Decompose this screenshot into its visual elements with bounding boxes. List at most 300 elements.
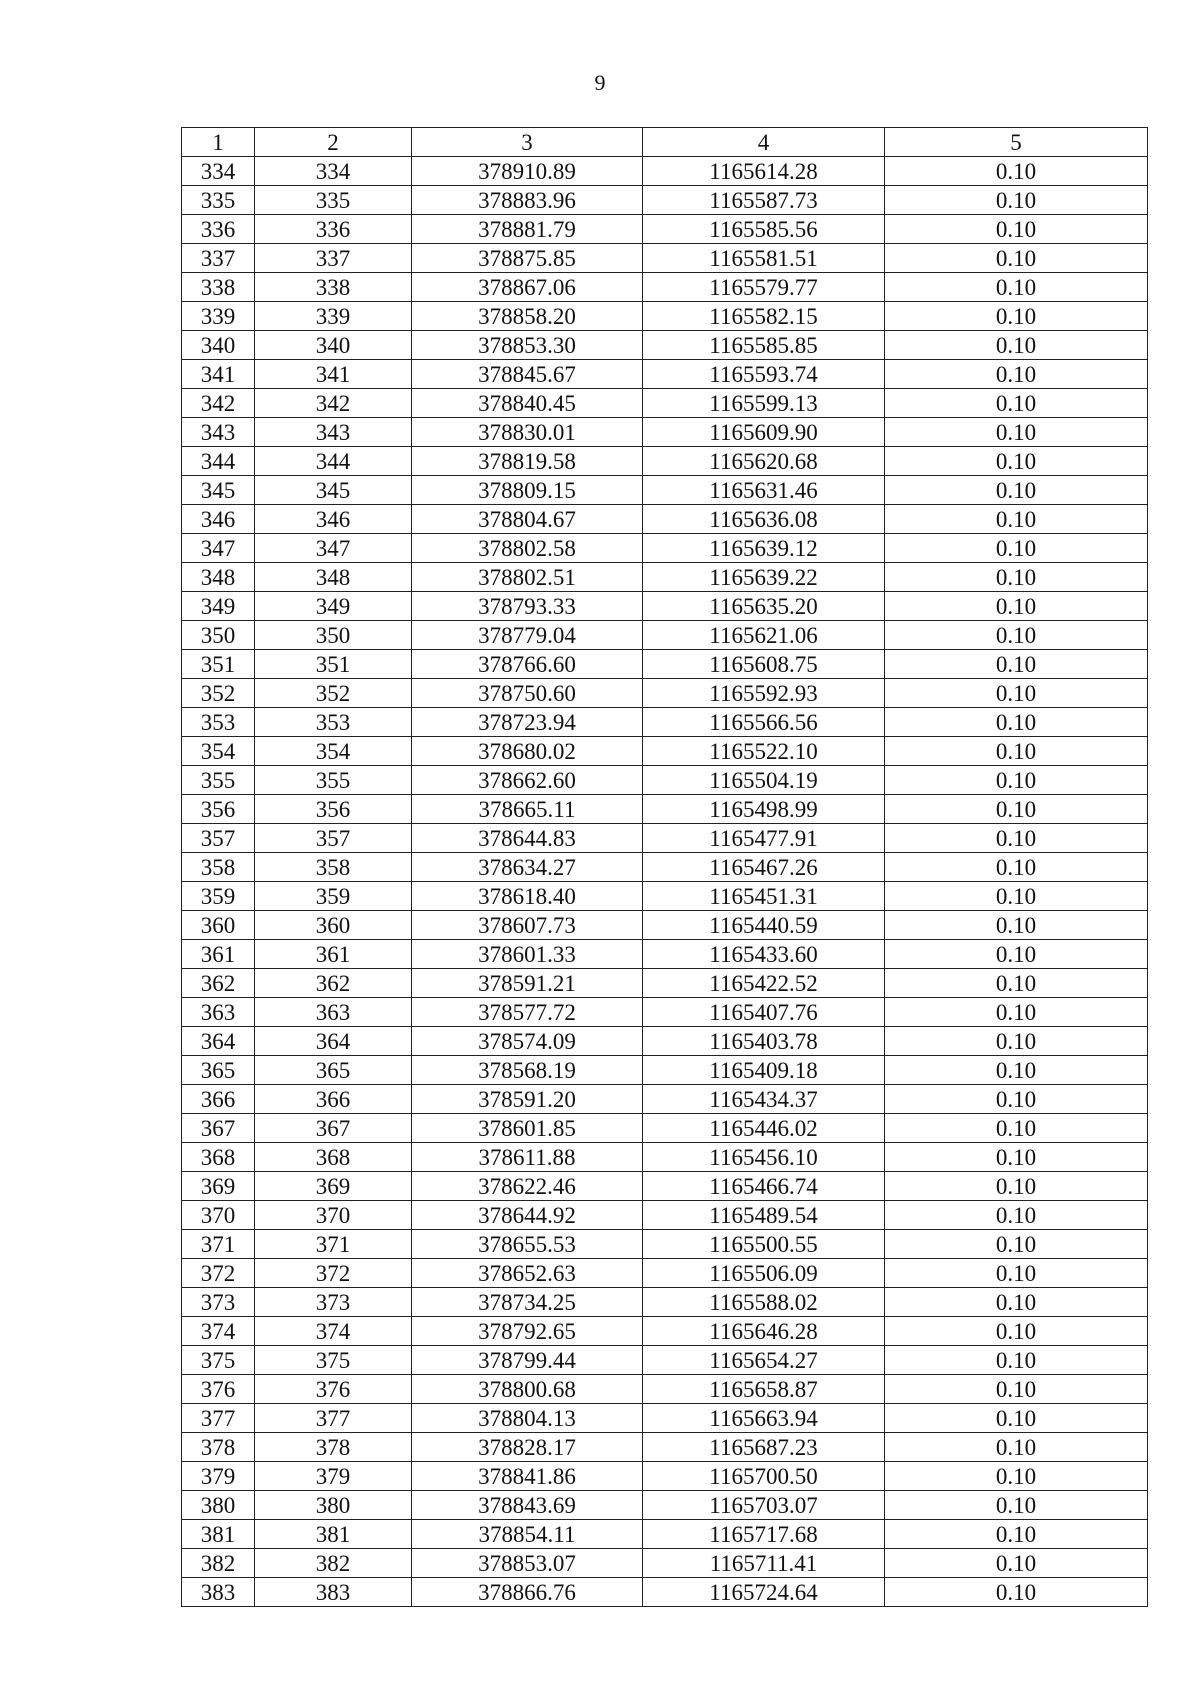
table-cell: 360 — [182, 911, 255, 940]
table-cell: 1165587.73 — [643, 186, 885, 215]
table-cell: 0.10 — [885, 911, 1148, 940]
table-row — [182, 1433, 1148, 1462]
table-cell: 379 — [255, 1462, 412, 1491]
table-row — [182, 447, 1148, 476]
table-cell: 0.10 — [885, 157, 1148, 186]
table-row — [182, 1143, 1148, 1172]
table-row — [182, 389, 1148, 418]
table-cell: 0.10 — [885, 1143, 1148, 1172]
table-cell: 1165467.26 — [643, 853, 885, 882]
table-cell: 0.10 — [885, 302, 1148, 331]
table-row — [182, 969, 1148, 998]
table-cell: 344 — [182, 447, 255, 476]
table-cell: 365 — [182, 1056, 255, 1085]
table-cell: 0.10 — [885, 998, 1148, 1027]
table-cell: 352 — [255, 679, 412, 708]
table-cell: 0.10 — [885, 1259, 1148, 1288]
table-cell: 335 — [255, 186, 412, 215]
table-cell: 378792.65 — [412, 1317, 643, 1346]
table-row — [182, 1027, 1148, 1056]
table-cell: 366 — [255, 1085, 412, 1114]
table-cell: 1165489.54 — [643, 1201, 885, 1230]
table-cell: 0.10 — [885, 534, 1148, 563]
table-cell: 378809.15 — [412, 476, 643, 505]
table-cell: 378601.85 — [412, 1114, 643, 1143]
table-cell: 378591.21 — [412, 969, 643, 998]
column-header: 5 — [885, 128, 1148, 157]
table-cell: 364 — [255, 1027, 412, 1056]
table-cell: 0.10 — [885, 1549, 1148, 1578]
table-cell: 1165581.51 — [643, 244, 885, 273]
table-cell: 378 — [255, 1433, 412, 1462]
table-cell: 0.10 — [885, 1520, 1148, 1549]
column-header: 4 — [643, 128, 885, 157]
table-cell: 378607.73 — [412, 911, 643, 940]
table-row — [182, 534, 1148, 563]
table-row — [182, 418, 1148, 447]
table-cell: 355 — [182, 766, 255, 795]
table-cell: 378 — [182, 1433, 255, 1462]
table-cell: 378853.30 — [412, 331, 643, 360]
table-row — [182, 1549, 1148, 1578]
table-cell: 353 — [255, 708, 412, 737]
table-row — [182, 505, 1148, 534]
table-cell: 1165579.77 — [643, 273, 885, 302]
table-cell: 1165522.10 — [643, 737, 885, 766]
table-cell: 1165609.90 — [643, 418, 885, 447]
table-cell: 378828.17 — [412, 1433, 643, 1462]
table-cell: 0.10 — [885, 273, 1148, 302]
table-cell: 359 — [255, 882, 412, 911]
table-cell: 378841.86 — [412, 1462, 643, 1491]
table-cell: 378804.67 — [412, 505, 643, 534]
table-row — [182, 737, 1148, 766]
table-cell: 342 — [182, 389, 255, 418]
table-cell: 1165506.09 — [643, 1259, 885, 1288]
table-cell: 1165585.85 — [643, 331, 885, 360]
table-cell: 0.10 — [885, 1317, 1148, 1346]
table-cell: 1165711.41 — [643, 1549, 885, 1578]
table-cell: 1165639.12 — [643, 534, 885, 563]
table-cell: 1165703.07 — [643, 1491, 885, 1520]
table-cell: 0.10 — [885, 186, 1148, 215]
table-row — [182, 679, 1148, 708]
table-row — [182, 331, 1148, 360]
table-cell: 343 — [182, 418, 255, 447]
table-cell: 346 — [182, 505, 255, 534]
table-row — [182, 215, 1148, 244]
table-cell: 1165585.56 — [643, 215, 885, 244]
table-cell: 0.10 — [885, 1578, 1148, 1607]
table-cell: 361 — [255, 940, 412, 969]
table-cell: 334 — [255, 157, 412, 186]
table-cell: 383 — [182, 1578, 255, 1607]
table-cell: 336 — [255, 215, 412, 244]
table-cell: 334 — [182, 157, 255, 186]
table-cell: 383 — [255, 1578, 412, 1607]
table-cell: 1165608.75 — [643, 650, 885, 679]
table-cell: 374 — [182, 1317, 255, 1346]
table-cell: 354 — [255, 737, 412, 766]
table-cell: 0.10 — [885, 1056, 1148, 1085]
table-cell: 378779.04 — [412, 621, 643, 650]
table-cell: 376 — [255, 1375, 412, 1404]
table-cell: 0.10 — [885, 824, 1148, 853]
table-cell: 0.10 — [885, 215, 1148, 244]
table-row — [182, 1114, 1148, 1143]
table-cell: 380 — [255, 1491, 412, 1520]
table-cell: 347 — [255, 534, 412, 563]
table-cell: 363 — [182, 998, 255, 1027]
table-cell: 378843.69 — [412, 1491, 643, 1520]
table-row — [182, 273, 1148, 302]
table-cell: 0.10 — [885, 1172, 1148, 1201]
table-cell: 0.10 — [885, 1288, 1148, 1317]
table-cell: 378830.01 — [412, 418, 643, 447]
table-cell: 1165566.56 — [643, 708, 885, 737]
table-cell: 345 — [182, 476, 255, 505]
table-cell: 377 — [255, 1404, 412, 1433]
table-cell: 378840.45 — [412, 389, 643, 418]
table-cell: 378819.58 — [412, 447, 643, 476]
table-cell: 0.10 — [885, 1491, 1148, 1520]
table-cell: 347 — [182, 534, 255, 563]
table-row — [182, 1172, 1148, 1201]
table-cell: 378845.67 — [412, 360, 643, 389]
table-cell: 378802.51 — [412, 563, 643, 592]
table-cell: 1165599.13 — [643, 389, 885, 418]
table-row — [182, 244, 1148, 273]
table-cell: 353 — [182, 708, 255, 737]
table-cell: 357 — [255, 824, 412, 853]
table-cell: 375 — [182, 1346, 255, 1375]
table-cell: 338 — [182, 273, 255, 302]
table-cell: 361 — [182, 940, 255, 969]
table-cell: 0.10 — [885, 476, 1148, 505]
table-cell: 378802.58 — [412, 534, 643, 563]
table-row — [182, 1578, 1148, 1607]
table-cell: 1165407.76 — [643, 998, 885, 1027]
table-cell: 370 — [255, 1201, 412, 1230]
table-cell: 1165635.20 — [643, 592, 885, 621]
table-row — [182, 360, 1148, 389]
table-cell: 366 — [182, 1085, 255, 1114]
table-cell: 0.10 — [885, 1027, 1148, 1056]
coordinates-table — [181, 127, 1148, 1607]
table-row — [182, 1056, 1148, 1085]
table-cell: 0.10 — [885, 1462, 1148, 1491]
table-cell: 378866.76 — [412, 1578, 643, 1607]
table-cell: 1165658.87 — [643, 1375, 885, 1404]
table-cell: 378793.33 — [412, 592, 643, 621]
table-cell: 1165724.64 — [643, 1578, 885, 1607]
table-cell: 378568.19 — [412, 1056, 643, 1085]
table-cell: 381 — [255, 1520, 412, 1549]
table-row — [182, 1375, 1148, 1404]
table-cell: 378611.88 — [412, 1143, 643, 1172]
table-cell: 378644.92 — [412, 1201, 643, 1230]
table-cell: 379 — [182, 1462, 255, 1491]
table-row — [182, 1201, 1148, 1230]
table-cell: 0.10 — [885, 418, 1148, 447]
table-cell: 378766.60 — [412, 650, 643, 679]
table-cell: 1165717.68 — [643, 1520, 885, 1549]
table-cell: 368 — [255, 1143, 412, 1172]
table-cell: 0.10 — [885, 766, 1148, 795]
table-row — [182, 1462, 1148, 1491]
table-cell: 364 — [182, 1027, 255, 1056]
table-cell: 378883.96 — [412, 186, 643, 215]
table-cell: 0.10 — [885, 1375, 1148, 1404]
table-cell: 1165434.37 — [643, 1085, 885, 1114]
table-cell: 0.10 — [885, 650, 1148, 679]
table-row — [182, 621, 1148, 650]
table-cell: 1165504.19 — [643, 766, 885, 795]
table-cell: 339 — [182, 302, 255, 331]
table-cell: 373 — [182, 1288, 255, 1317]
table-cell: 0.10 — [885, 447, 1148, 476]
table-cell: 0.10 — [885, 1433, 1148, 1462]
table-cell: 1165582.15 — [643, 302, 885, 331]
table-cell: 378854.11 — [412, 1520, 643, 1549]
table-cell: 378652.63 — [412, 1259, 643, 1288]
table-row — [182, 708, 1148, 737]
table-cell: 1165446.02 — [643, 1114, 885, 1143]
table-cell: 341 — [255, 360, 412, 389]
table-cell: 1165433.60 — [643, 940, 885, 969]
table-cell: 378800.68 — [412, 1375, 643, 1404]
table-cell: 339 — [255, 302, 412, 331]
table-cell: 343 — [255, 418, 412, 447]
table-cell: 1165588.02 — [643, 1288, 885, 1317]
table-cell: 355 — [255, 766, 412, 795]
table-cell: 360 — [255, 911, 412, 940]
table-row — [182, 824, 1148, 853]
table-cell: 0.10 — [885, 795, 1148, 824]
column-header: 1 — [182, 128, 255, 157]
table-cell: 1165498.99 — [643, 795, 885, 824]
table-cell: 358 — [255, 853, 412, 882]
table-cell: 1165456.10 — [643, 1143, 885, 1172]
table-cell: 1165631.46 — [643, 476, 885, 505]
table-cell: 0.10 — [885, 592, 1148, 621]
table-cell: 356 — [182, 795, 255, 824]
table-cell: 1165663.94 — [643, 1404, 885, 1433]
table-cell: 0.10 — [885, 505, 1148, 534]
table-cell: 378662.60 — [412, 766, 643, 795]
table-cell: 371 — [182, 1230, 255, 1259]
table-cell: 0.10 — [885, 621, 1148, 650]
table-cell: 378634.27 — [412, 853, 643, 882]
table-cell: 378680.02 — [412, 737, 643, 766]
table-row — [182, 157, 1148, 186]
page-number: 9 — [594, 70, 606, 95]
table-row — [182, 650, 1148, 679]
table-cell: 0.10 — [885, 360, 1148, 389]
table-row — [182, 563, 1148, 592]
table-row — [182, 1491, 1148, 1520]
table-cell: 0.10 — [885, 1230, 1148, 1259]
table-cell: 0.10 — [885, 679, 1148, 708]
table-cell: 1165422.52 — [643, 969, 885, 998]
table-cell: 378881.79 — [412, 215, 643, 244]
column-header: 2 — [255, 128, 412, 157]
table-cell: 358 — [182, 853, 255, 882]
table-cell: 0.10 — [885, 882, 1148, 911]
table-cell: 1165409.18 — [643, 1056, 885, 1085]
table-cell: 362 — [182, 969, 255, 998]
table-cell: 362 — [255, 969, 412, 998]
table-cell: 378622.46 — [412, 1172, 643, 1201]
table-cell: 0.10 — [885, 940, 1148, 969]
table-row — [182, 1346, 1148, 1375]
table-cell: 357 — [182, 824, 255, 853]
table-cell: 342 — [255, 389, 412, 418]
table-cell: 1165451.31 — [643, 882, 885, 911]
table-cell: 350 — [182, 621, 255, 650]
table-row — [182, 1259, 1148, 1288]
table-body — [182, 157, 1148, 1607]
table-cell: 0.10 — [885, 244, 1148, 273]
table-cell: 369 — [182, 1172, 255, 1201]
table-row — [182, 186, 1148, 215]
table-row — [182, 1085, 1148, 1114]
table-cell: 378858.20 — [412, 302, 643, 331]
table-cell: 378665.11 — [412, 795, 643, 824]
table-cell: 378799.44 — [412, 1346, 643, 1375]
table-cell: 351 — [182, 650, 255, 679]
table-cell: 340 — [182, 331, 255, 360]
table-cell: 378574.09 — [412, 1027, 643, 1056]
table-row — [182, 302, 1148, 331]
table-cell: 336 — [182, 215, 255, 244]
table-cell: 371 — [255, 1230, 412, 1259]
table-cell: 378910.89 — [412, 157, 643, 186]
table-row — [182, 476, 1148, 505]
table-cell: 369 — [255, 1172, 412, 1201]
table-cell: 382 — [255, 1549, 412, 1578]
table-cell: 338 — [255, 273, 412, 302]
table-cell: 352 — [182, 679, 255, 708]
table-cell: 378750.60 — [412, 679, 643, 708]
table-cell: 1165700.50 — [643, 1462, 885, 1491]
table-cell: 1165639.22 — [643, 563, 885, 592]
table-cell: 0.10 — [885, 1201, 1148, 1230]
table-cell: 344 — [255, 447, 412, 476]
table-cell: 367 — [255, 1114, 412, 1143]
table-cell: 341 — [182, 360, 255, 389]
table-cell: 378723.94 — [412, 708, 643, 737]
table-cell: 378591.20 — [412, 1085, 643, 1114]
table-cell: 0.10 — [885, 1114, 1148, 1143]
table-cell: 378644.83 — [412, 824, 643, 853]
table-cell: 378853.07 — [412, 1549, 643, 1578]
table-header-row — [182, 128, 1148, 157]
table-cell: 0.10 — [885, 969, 1148, 998]
table-cell: 378601.33 — [412, 940, 643, 969]
table-cell: 345 — [255, 476, 412, 505]
table-cell: 1165593.74 — [643, 360, 885, 389]
table-cell: 378734.25 — [412, 1288, 643, 1317]
table-cell: 0.10 — [885, 331, 1148, 360]
table-cell: 349 — [182, 592, 255, 621]
table-cell: 368 — [182, 1143, 255, 1172]
table-cell: 378618.40 — [412, 882, 643, 911]
table-cell: 1165621.06 — [643, 621, 885, 650]
table-cell: 1165646.28 — [643, 1317, 885, 1346]
table-row — [182, 1404, 1148, 1433]
table-cell: 350 — [255, 621, 412, 650]
table-cell: 374 — [255, 1317, 412, 1346]
table-cell: 375 — [255, 1346, 412, 1375]
table-cell: 0.10 — [885, 563, 1148, 592]
table-cell: 382 — [182, 1549, 255, 1578]
table-cell: 380 — [182, 1491, 255, 1520]
table-cell: 1165620.68 — [643, 447, 885, 476]
table-cell: 1165654.27 — [643, 1346, 885, 1375]
table-row — [182, 853, 1148, 882]
table-row — [182, 998, 1148, 1027]
table-cell: 0.10 — [885, 389, 1148, 418]
table-cell: 351 — [255, 650, 412, 679]
table-cell: 346 — [255, 505, 412, 534]
table-cell: 337 — [255, 244, 412, 273]
table-cell: 1165466.74 — [643, 1172, 885, 1201]
table-cell: 378804.13 — [412, 1404, 643, 1433]
table-cell: 1165687.23 — [643, 1433, 885, 1462]
table-cell: 348 — [255, 563, 412, 592]
table-row — [182, 882, 1148, 911]
table-cell: 373 — [255, 1288, 412, 1317]
table-cell: 349 — [255, 592, 412, 621]
table-row — [182, 1230, 1148, 1259]
table-cell: 1165500.55 — [643, 1230, 885, 1259]
table-row — [182, 1317, 1148, 1346]
table-row — [182, 592, 1148, 621]
table-cell: 378577.72 — [412, 998, 643, 1027]
table-cell: 363 — [255, 998, 412, 1027]
table-cell: 1165477.91 — [643, 824, 885, 853]
table-cell: 1165592.93 — [643, 679, 885, 708]
table-row — [182, 795, 1148, 824]
table-cell: 377 — [182, 1404, 255, 1433]
table-cell: 359 — [182, 882, 255, 911]
table-row — [182, 1520, 1148, 1549]
table-cell: 1165614.28 — [643, 157, 885, 186]
table-cell: 0.10 — [885, 708, 1148, 737]
table-row — [182, 1288, 1148, 1317]
table-cell: 378655.53 — [412, 1230, 643, 1259]
table-cell: 0.10 — [885, 1346, 1148, 1375]
table-cell: 378867.06 — [412, 273, 643, 302]
table-cell: 0.10 — [885, 853, 1148, 882]
table-cell: 372 — [182, 1259, 255, 1288]
table-cell: 1165440.59 — [643, 911, 885, 940]
table-cell: 340 — [255, 331, 412, 360]
column-header: 3 — [412, 128, 643, 157]
table-cell: 381 — [182, 1520, 255, 1549]
table-row — [182, 940, 1148, 969]
table-cell: 354 — [182, 737, 255, 766]
table-cell: 365 — [255, 1056, 412, 1085]
table-cell: 0.10 — [885, 1404, 1148, 1433]
table-cell: 1165636.08 — [643, 505, 885, 534]
table-cell: 348 — [182, 563, 255, 592]
table-cell: 335 — [182, 186, 255, 215]
table-cell: 378875.85 — [412, 244, 643, 273]
table-cell: 367 — [182, 1114, 255, 1143]
table-cell: 376 — [182, 1375, 255, 1404]
